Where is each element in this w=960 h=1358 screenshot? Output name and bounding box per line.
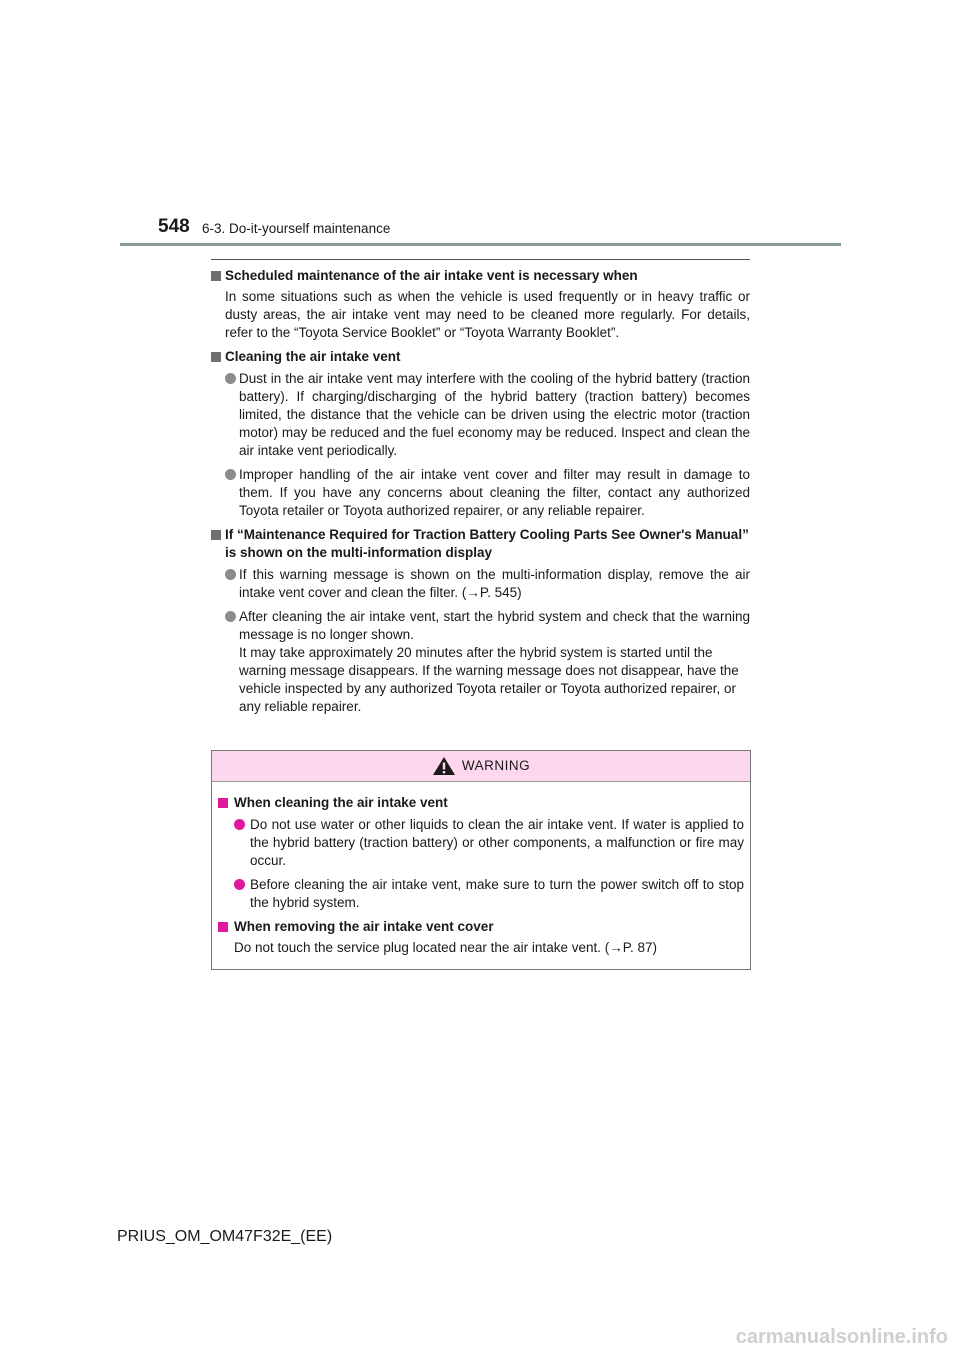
square-bullet-icon (211, 352, 221, 362)
list-item-text: Do not use water or other liquids to clean the air intake vent. If water is applied to the hybrid battery (traction battery) or other components, a malfunction or fire may occur. (250, 817, 744, 868)
square-bullet-icon (218, 922, 228, 932)
list-item (211, 608, 750, 716)
list-item (211, 466, 750, 520)
section-scheduled-maintenance (211, 267, 750, 342)
square-bullet-icon (211, 271, 221, 281)
list-item (211, 566, 750, 602)
list-item-text-continued: It may take approximately 20 minutes after the hybrid system is started until the warning message disappears. If the warning message does not disappear, have the vehicle inspected by any authorized Toyota retailer or Toyota authorized repairer, or any reliable repairer. (239, 645, 739, 714)
warning-header (212, 751, 750, 782)
square-bullet-icon (211, 530, 221, 540)
circle-bullet-icon (225, 469, 236, 480)
warning-title: WARNING (461, 758, 531, 773)
warning-heading: When removing the air intake vent cover (234, 919, 494, 934)
warning-text: Do not touch the service plug located near the air intake vent. (→P. 87) (234, 940, 657, 955)
section-warning-message (211, 526, 750, 716)
section-heading: If “Maintenance Required for Traction Battery Cooling Parts See Owner's Manual” is shown on the multi-information display (225, 527, 749, 560)
circle-bullet-icon (234, 879, 245, 890)
list-item-text: Before cleaning the air intake vent, make sure to turn the power switch off to stop the hybrid system. (250, 877, 744, 910)
section-body: In some situations such as when the vehicle is used frequently or in heavy traffic or dusty areas, the air intake vent may need to be cleaned more regularly. For details, refer to the “Toyota Service Booklet” or “Toyota Warranty Booklet”. (225, 289, 750, 340)
circle-bullet-icon (225, 569, 236, 580)
warning-triangle-icon (432, 756, 456, 776)
circle-bullet-icon (225, 373, 236, 384)
list-item-text: Improper handling of the air intake vent cover and filter may result in damage to them. If you have any concerns about cleaning the filter, contact any authorized Toyota retailer or Toyota authorized repairer, or any reliable repairer. (239, 467, 750, 518)
footer-code: PRIUS_OM_OM47F32E_(EE) (117, 1228, 333, 1245)
list-item-text: After cleaning the air intake vent, start the hybrid system and check that the warning message is no longer shown. (239, 609, 750, 642)
header-rule (120, 243, 841, 246)
list-item-text: Dust in the air intake vent may interfere with the cooling of the hybrid battery (traction battery). If charging/discharging of the hybrid battery (traction battery) becomes limited, the distance that the vehicle can be driven using the electric motor (traction motor) may be reduced and the fuel economy may be reduced. Inspect and clean the air intake vent periodically. (239, 371, 750, 458)
section-title: 6-3. Do-it-yourself maintenance (202, 221, 391, 236)
list-item (211, 370, 750, 460)
warning-body (212, 782, 750, 957)
section-heading: Cleaning the air intake vent (225, 349, 401, 364)
section-heading: Scheduled maintenance of the air intake vent is necessary when (225, 268, 638, 283)
watermark: carmanualsonline.info (735, 1326, 948, 1348)
list-item-text: If this warning message is shown on the multi-information display, remove the air intake vent cover and clean the filter. (→P. 545) (239, 567, 750, 600)
square-bullet-icon (218, 798, 228, 808)
content-area (211, 259, 750, 722)
section-cleaning (211, 348, 750, 520)
circle-bullet-icon (234, 819, 245, 830)
warning-box (211, 750, 751, 970)
list-item (218, 876, 744, 912)
circle-bullet-icon (225, 611, 236, 622)
list-item (218, 816, 744, 870)
page-number: 548 (158, 216, 190, 237)
warning-heading: When cleaning the air intake vent (234, 795, 448, 810)
